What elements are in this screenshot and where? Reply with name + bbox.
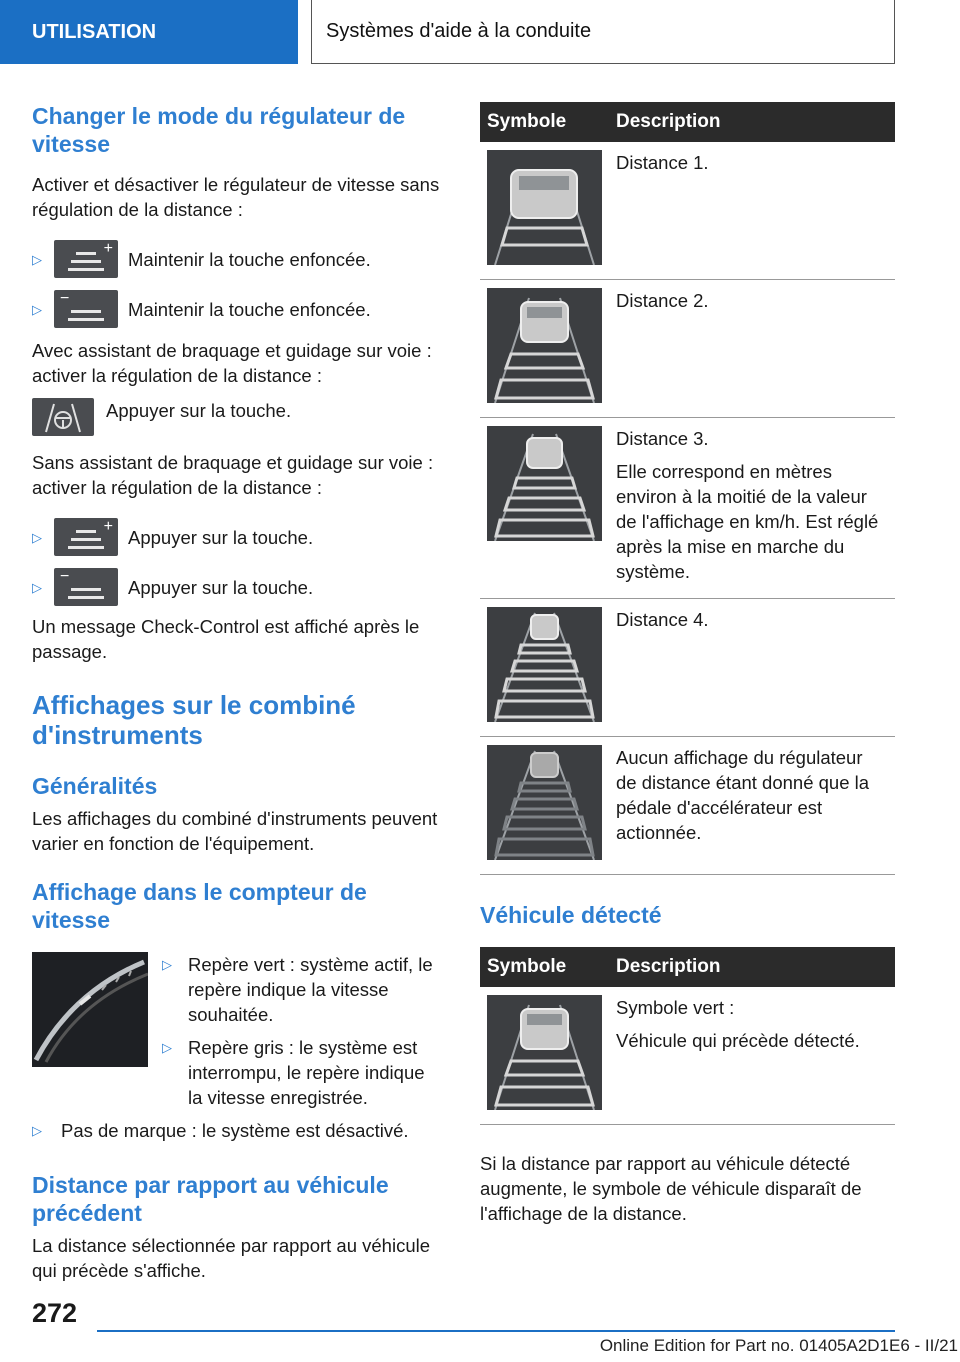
paragraph: Avec assistant de braquage et guidage sur voie : activer la régulation de la distance : — [32, 340, 432, 386]
distance-increase-button-icon: + — [54, 518, 118, 556]
column-header: Description — [609, 947, 895, 987]
left-column — [32, 102, 442, 1283]
column-header: Symbole — [480, 947, 609, 987]
triangle-bullet-icon: ▷ — [32, 251, 42, 267]
section-tab — [0, 0, 298, 64]
paragraph: Un message Check-Control est affiché après le passage. — [32, 616, 420, 662]
column-header: Description — [609, 102, 895, 142]
heading-distance: Distance par rapport au véhicule précédent — [32, 1172, 389, 1226]
paragraph: La distance sélectionnée par rapport au véhicule qui précède s'affiche. — [32, 1235, 431, 1281]
heading-change-mode: Changer le mode du régulateur de vitesse — [32, 103, 406, 157]
triangle-bullet-icon: ▷ — [32, 1123, 42, 1138]
triangle-bullet-icon: ▷ — [32, 579, 42, 595]
triangle-bullet-icon: ▷ — [162, 1040, 172, 1055]
car-distance-4-icon — [487, 607, 602, 722]
list-item: ▷ + Appuyer sur la touche. — [32, 518, 442, 556]
list-item: ▷ Repère vert : système actif, le repère indique la vitesse souhaitée. — [162, 954, 433, 1025]
triangle-bullet-icon: ▷ — [162, 957, 172, 972]
car-no-distance-icon — [487, 745, 602, 860]
distance-table — [480, 102, 895, 875]
paragraph: Si la distance par rapport au véhicule détecté augmente, le symbole de véhicule disparaît de l'affichage de la distance. — [480, 1153, 862, 1224]
heading-vehicle-detected: Véhicule détecté — [480, 902, 662, 928]
table-row: Distance 2. — [480, 280, 895, 418]
heading-displays: Affichages sur le combiné d'instruments — [32, 690, 356, 750]
distance-increase-button-icon: + — [54, 240, 118, 278]
table-row: Distance 3. Elle correspond en mètres environ à la moitié de la valeur de l'affichage en km/h. Est réglé après la mise en marche du système. — [480, 418, 895, 599]
chapter-tab — [311, 0, 895, 64]
right-column — [480, 102, 895, 1226]
heading-general: Généralités — [32, 773, 158, 799]
table-row: Aucun affichage du régulateur de distance étant donné que la pédale d'accélérateur est actionnée. — [480, 737, 895, 875]
vehicle-detected-icon — [487, 995, 602, 1110]
page-number: 272 — [32, 1298, 78, 1328]
table-row: Distance 4. — [480, 599, 895, 737]
speedometer-block — [32, 952, 442, 1110]
paragraph: Activer et désactiver le régulateur de vitesse sans régulation de la distance : — [32, 174, 440, 220]
list-item: ▷ Repère gris : le système est interrompu, le repère indique la vitesse enregistrée. — [162, 1037, 425, 1108]
list-item: ▷ Pas de marque : le système est désactivé. — [32, 1120, 409, 1141]
column-header: Symbole — [480, 102, 609, 142]
heading-speedometer: Affichage dans le compteur de vitesse — [32, 879, 367, 933]
list-item: ▷ − Maintenir la touche enfoncée. — [32, 290, 442, 328]
distance-decrease-button-icon: − — [54, 290, 118, 328]
steering-assist-button-icon — [32, 398, 94, 436]
triangle-bullet-icon: ▷ — [32, 529, 42, 545]
table-row: Distance 1. — [480, 142, 895, 280]
list-item: ▷ + Maintenir la touche enfoncée. — [32, 240, 442, 278]
footer-divider — [97, 1330, 895, 1332]
edition-text: Online Edition for Part no. 01405A2D1E6 - II/21 — [599, 1336, 958, 1355]
section-title: UTILISATION — [32, 20, 157, 43]
triangle-bullet-icon: ▷ — [32, 301, 42, 317]
chapter-title: Systèmes d'aide à la conduite — [326, 20, 592, 42]
paragraph: Sans assistant de braquage et guidage sur voie : activer la régulation de la distance : — [32, 452, 434, 498]
list-item: ▷ − Appuyer sur la touche. — [32, 568, 442, 606]
table-row: Symbole vert : Véhicule qui précède détecté. — [480, 987, 895, 1125]
speedometer-image — [32, 952, 148, 1067]
car-distance-2-icon — [487, 288, 602, 403]
car-distance-3-icon — [487, 426, 602, 541]
car-distance-1-icon — [487, 150, 602, 265]
vehicle-detected-table — [480, 947, 895, 1125]
paragraph: Les affichages du combiné d'instruments peuvent varier en fonction de l'équipement. — [32, 808, 438, 854]
list-item: Appuyer sur la touche. — [32, 398, 442, 436]
distance-decrease-button-icon: − — [54, 568, 118, 606]
